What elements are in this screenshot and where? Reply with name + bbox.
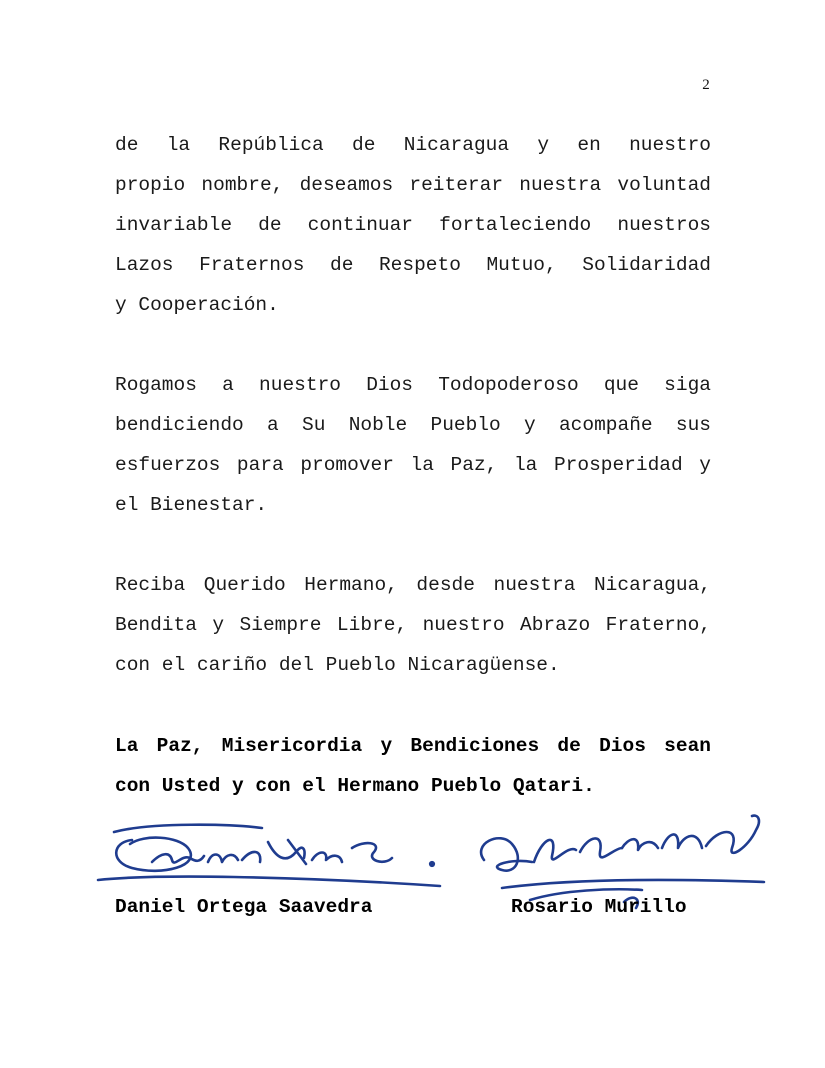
signatory-name-left: Daniel Ortega Saavedra	[115, 896, 373, 918]
paragraph-2	[115, 365, 711, 525]
paragraph-line: de la República de Nicaragua y en nuestro	[115, 134, 711, 156]
paragraph-line: bendiciendo a Su Noble Pueblo y acompañe sus	[115, 414, 711, 436]
paragraph-line: y Cooperación.	[115, 294, 279, 316]
paragraph-line: con el cariño del Pueblo Nicaragüense.	[115, 654, 560, 676]
signatory-name-right: Rosario Murillo	[511, 896, 687, 918]
paragraph-line: Rogamos a nuestro Dios Todopoderoso que siga	[115, 374, 711, 396]
signature-daniel-ortega	[92, 818, 452, 898]
paragraph-line: propio nombre, deseamos reiterar nuestra voluntad	[115, 174, 711, 196]
closing-blessing	[115, 726, 711, 806]
page-number: 2	[702, 77, 710, 93]
paragraph-line: Lazos Fraternos de Respeto Mutuo, Solidaridad	[115, 254, 711, 276]
paragraph-line: Bendita y Siempre Libre, nuestro Abrazo Fraterno,	[115, 614, 711, 636]
paragraph-3	[115, 565, 711, 685]
paragraph-line: invariable de continuar fortaleciendo nuestros	[115, 214, 711, 236]
paragraph-line: Reciba Querido Hermano, desde nuestra Nicaragua,	[115, 574, 711, 596]
closing-line: La Paz, Misericordia y Bendiciones de Dios sean	[115, 735, 711, 757]
paragraph-line: el Bienestar.	[115, 494, 268, 516]
paragraph-line: esfuerzos para promover la Paz, la Prosperidad y	[115, 454, 711, 476]
paragraph-1	[115, 125, 711, 325]
closing-line: con Usted y con el Hermano Pueblo Qatari.	[115, 775, 595, 797]
